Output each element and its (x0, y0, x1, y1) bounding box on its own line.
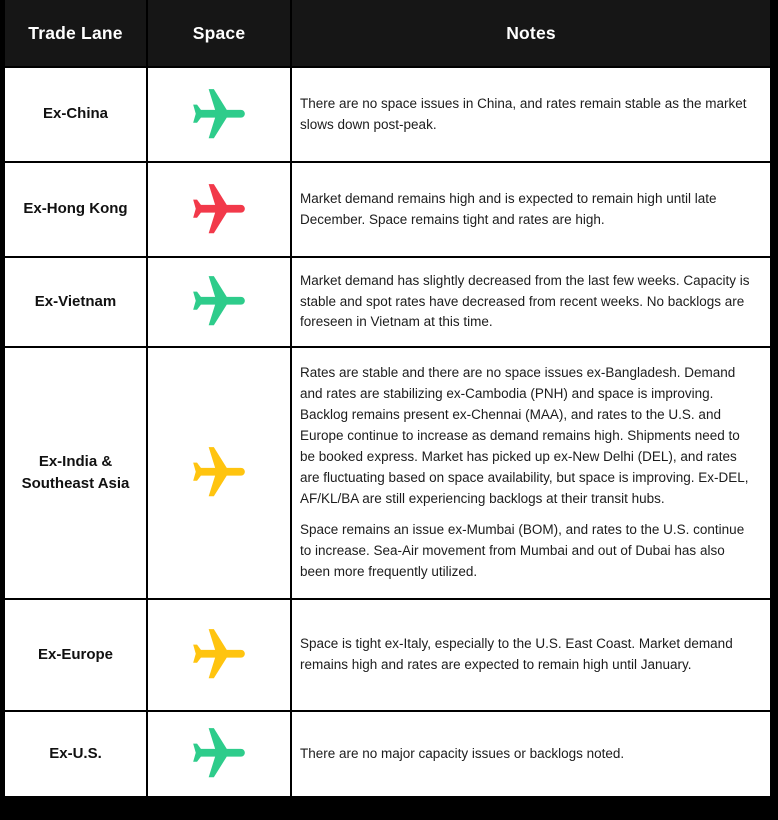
notes-cell (292, 68, 770, 161)
trade-lane-label: Ex-Hong Kong (23, 200, 128, 218)
airplane-red-icon (188, 179, 250, 241)
notes-text: Space is tight ex-Italy, especially to the U.S. East Coast. Market demand remains high and rates are expected to remain high until January. (300, 636, 733, 672)
trade-lane-label: Ex-Europe (37, 645, 113, 663)
notes-text: Space remains an issue ex-Mumbai (BOM), and rates to the U.S. continue to increase. Sea-Air movement from Mumbai and out of Dubai has also been more frequently utilized. (300, 521, 745, 579)
trade-lane-cell (5, 600, 146, 710)
trade-lane-label: Ex-Vietnam (34, 292, 117, 310)
notes-cell (292, 258, 770, 346)
notes-text: Market demand remains high and is expected to remain high until late December. Space remains tight and rates are high. (300, 190, 717, 227)
airplane-green-icon (188, 271, 250, 333)
airplane-yellow-icon (188, 624, 250, 686)
space-status-cell (148, 258, 290, 346)
trade-lane-label: Ex-U.S. (49, 744, 102, 762)
trade-lane-cell (5, 68, 146, 161)
airplane-green-icon (188, 84, 250, 146)
airplane-yellow-icon (188, 442, 250, 504)
notes-text: Rates are stable and there are no space issues ex-Bangladesh. Demand and rates are stabilizing ex-Cambodia (PNH) and space is improving. Backlog remains present ex-Chennai (MAA), and rates to the U.S. and Europe continue to increase as demand remains high. Shipments need to be booked express. Market has picked up ex-New Delhi (DEL), and rates are fluctuating based on space availability, but space is improving. Ex-DEL, AF/KL/BA are still experiencing backlogs at their transit hubs. (300, 365, 749, 506)
space-status-cell (148, 68, 290, 161)
notes-cell (292, 600, 770, 710)
column-header-trade-lane: Trade Lane (5, 0, 146, 66)
trade-lane-cell (5, 348, 146, 598)
space-status-cell (148, 348, 290, 598)
notes-cell (292, 163, 770, 256)
trade-lane-cell (5, 163, 146, 256)
notes-text: Market demand has slightly decreased from the last few weeks. Capacity is stable and spot rates have decreased from recent weeks. No backlogs are foreseen in Vietnam at this time. (300, 272, 750, 330)
column-header-notes: Notes (292, 0, 770, 66)
notes-text: There are no major capacity issues or backlogs noted. (300, 745, 625, 761)
trade-lane-label: Ex-China (42, 105, 108, 123)
trade-lane-label: Ex-India & Southeast Asia (21, 452, 130, 492)
space-status-cell (148, 163, 290, 256)
trade-lane-cell (5, 712, 146, 796)
trade-lane-cell (5, 258, 146, 346)
space-status-cell (148, 600, 290, 710)
column-header-space: Space (148, 0, 290, 66)
space-status-cell (148, 712, 290, 796)
notes-cell (292, 348, 770, 598)
trade-lane-table (5, 0, 770, 796)
notes-cell (292, 712, 770, 796)
notes-text: There are no space issues in China, and rates remain stable as the market slows down post-peak. (300, 95, 747, 132)
airplane-green-icon (188, 723, 250, 785)
